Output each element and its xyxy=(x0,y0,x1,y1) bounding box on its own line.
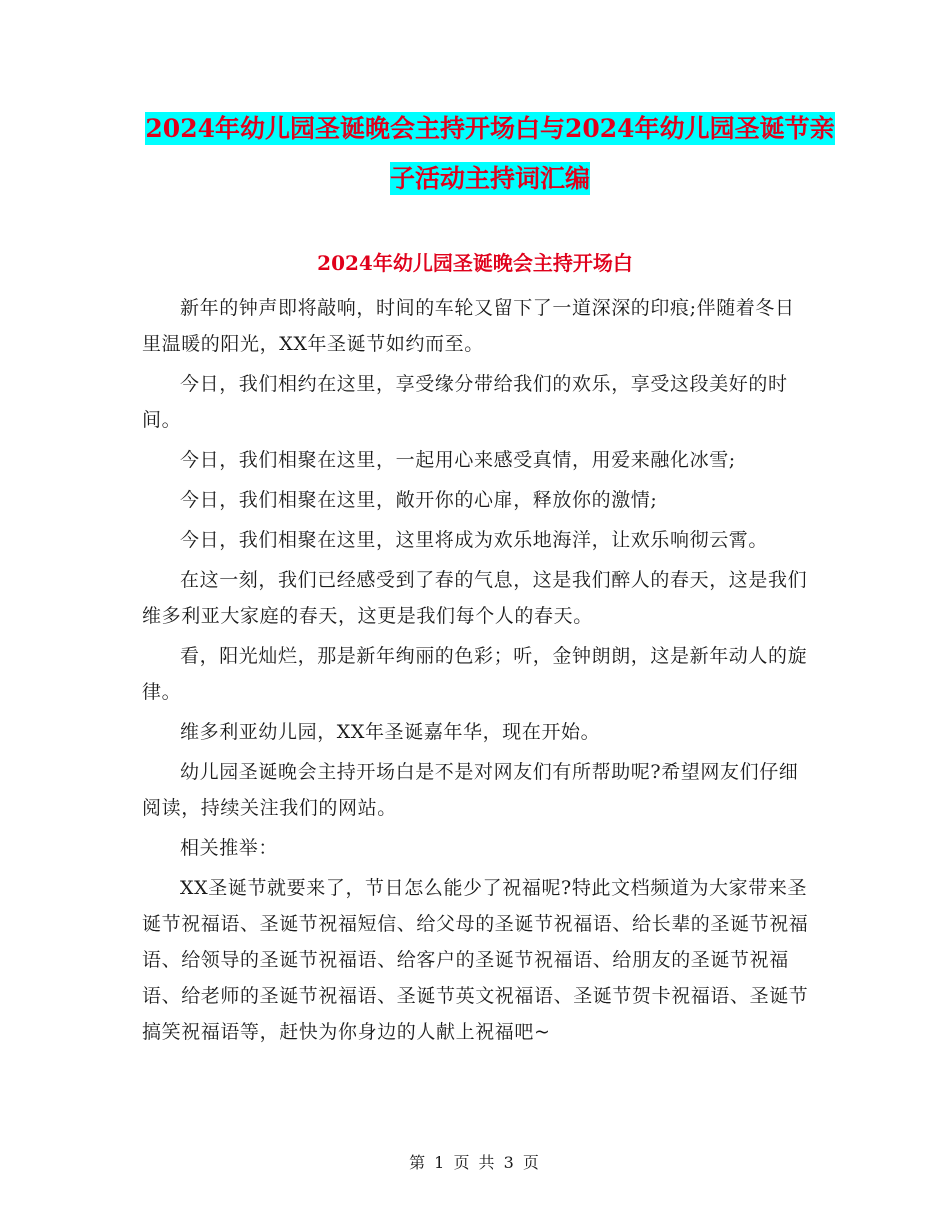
paragraph: 新年的钟声即将敲响，时间的车轮又留下了一道深深的印痕;伴随着冬日里温暖的阳光，XX年圣诞节如约而至。 xyxy=(142,297,795,355)
paragraph: 在这一刻，我们已经感受到了春的气息，这是我们醉人的春天，这是我们维多利亚大家庭的春天，这更是我们每个人的春天。 xyxy=(142,569,808,627)
paragraph: XX圣诞节就要来了，节日怎么能少了祝福呢?特此文档频道为大家带来圣诞节祝福语、圣诞节祝福短信、给父母的圣诞节祝福语、给长辈的圣诞节祝福语、给领导的圣诞节祝福语、给客户的圣诞节祝福语、给朋友的圣诞节祝福语、给老师的圣诞节祝福语、圣诞节英文祝福语、圣诞节贺卡祝福语、圣诞节搞笑祝福语等，赶快为你身边的人献上祝福吧~ xyxy=(142,877,809,1043)
document-body xyxy=(142,290,810,1054)
page-number-footer: 第 1 页 共 3 页 xyxy=(409,1153,541,1172)
document-title-text: 2024年幼儿园圣诞晚会主持开场白与2024年幼儿园圣诞节亲子活动主持词汇编 xyxy=(145,114,835,193)
document-title xyxy=(140,104,840,204)
paragraph: 今日，我们相聚在这里，敞开你的心扉，释放你的激情; xyxy=(180,489,658,511)
paragraph: 看，阳光灿烂，那是新年绚丽的色彩；听，金钟朗朗，这是新年动人的旋律。 xyxy=(142,645,808,703)
section-heading: 2024年幼儿园圣诞晚会主持开场白 xyxy=(317,251,633,275)
paragraph: 今日，我们相约在这里，享受缘分带给我们的欢乐，享受这段美好的时间。 xyxy=(142,373,788,431)
paragraph: 维多利亚幼儿园，XX年圣诞嘉年华，现在开始。 xyxy=(180,721,601,743)
paragraph: 今日，我们相聚在这里，一起用心来感受真情，用爱来融化冰雪; xyxy=(180,449,736,471)
paragraph: 今日，我们相聚在这里，这里将成为欢乐地海洋，让欢乐响彻云霄。 xyxy=(180,529,769,551)
paragraph: 幼儿园圣诞晚会主持开场白是不是对网友们有所帮助呢?希望网友们仔细阅读，持续关注我们的网站。 xyxy=(142,761,799,819)
paragraph: 相关推举： xyxy=(180,837,279,859)
